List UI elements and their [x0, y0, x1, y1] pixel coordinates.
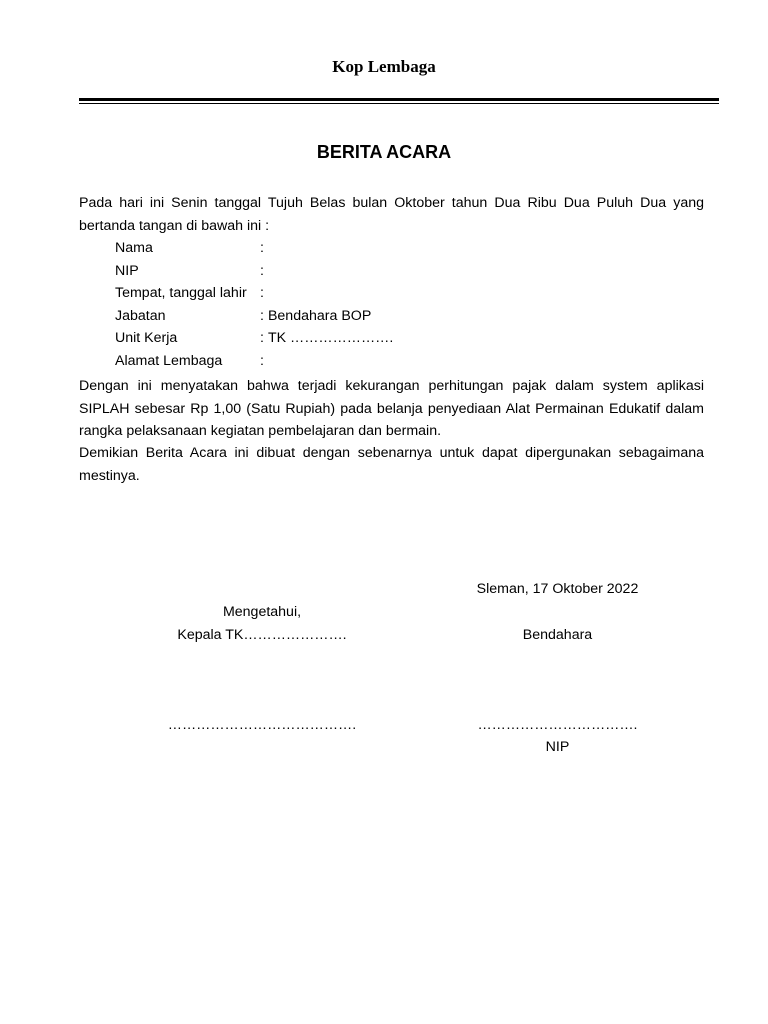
field-value [268, 350, 615, 373]
signature-left-role: Kepala TK…………………. [177, 627, 347, 643]
field-label: Unit Kerja [115, 330, 178, 347]
signature-right-role: Bendahara [522, 627, 593, 643]
field-label: Tempat, tanggal lahir [115, 285, 247, 302]
signature-left-name-line: …………………………………. [167, 717, 357, 733]
field-row-unit-kerja [115, 327, 615, 350]
field-separator: : [260, 330, 264, 347]
signature-right-id-label: NIP [545, 739, 570, 755]
field-value: Bendahara BOP [267, 307, 372, 324]
field-label: Jabatan [115, 307, 166, 324]
field-row-nip [115, 260, 615, 283]
field-value [268, 260, 615, 283]
field-separator: : [260, 262, 264, 279]
signature-acknowledged: Mengetahui, [222, 604, 302, 620]
signature-place-date: Sleman, 17 Oktober 2022 [476, 581, 639, 597]
intro-paragraph: Pada hari ini Senin tanggal Tujuh Belas bulan Oktober tahun Dua Ribu Dua Puluh Dua yang bertanda tangan di bawah ini : [79, 195, 704, 234]
field-label: Alamat Lembaga [115, 352, 223, 369]
closing-paragraph: Demikian Berita Acara ini dibuat dengan sebenarnya untuk dapat dipergunakan sebagaimana mestinya. [79, 445, 704, 484]
letterhead-rule-thin [79, 103, 719, 104]
letterhead-rule-thick [79, 98, 719, 101]
field-value: TK …………………. [267, 330, 394, 347]
field-separator: : [260, 240, 264, 256]
field-label: Nama [115, 240, 153, 256]
identity-fields [115, 237, 615, 373]
signature-right-name-line: ……………………………. [477, 717, 638, 733]
field-value [268, 237, 615, 260]
field-separator: : [260, 352, 264, 369]
field-row-tempat-tanggal-lahir [115, 282, 615, 305]
statement-paragraph: Dengan ini menyatakan bahwa terjadi kekurangan perhitungan pajak dalam system aplikasi SIPLAH sebesar Rp 1,00 (Satu Rupiah) pada belanja penyediaan Alat Permainan Edukatif dalam rangka pelaksanaan kegiatan pembelajaran dan bermain. [79, 378, 704, 439]
field-separator: : [260, 285, 264, 302]
field-label: NIP [115, 262, 139, 279]
field-separator: : [260, 307, 264, 324]
document-title: BERITA ACARA [316, 142, 452, 162]
letterhead-title: Kop Lembaga [332, 57, 436, 76]
field-row-nama [115, 237, 615, 260]
field-row-jabatan [115, 305, 615, 328]
field-row-alamat-lembaga [115, 350, 615, 373]
field-value [268, 282, 615, 305]
